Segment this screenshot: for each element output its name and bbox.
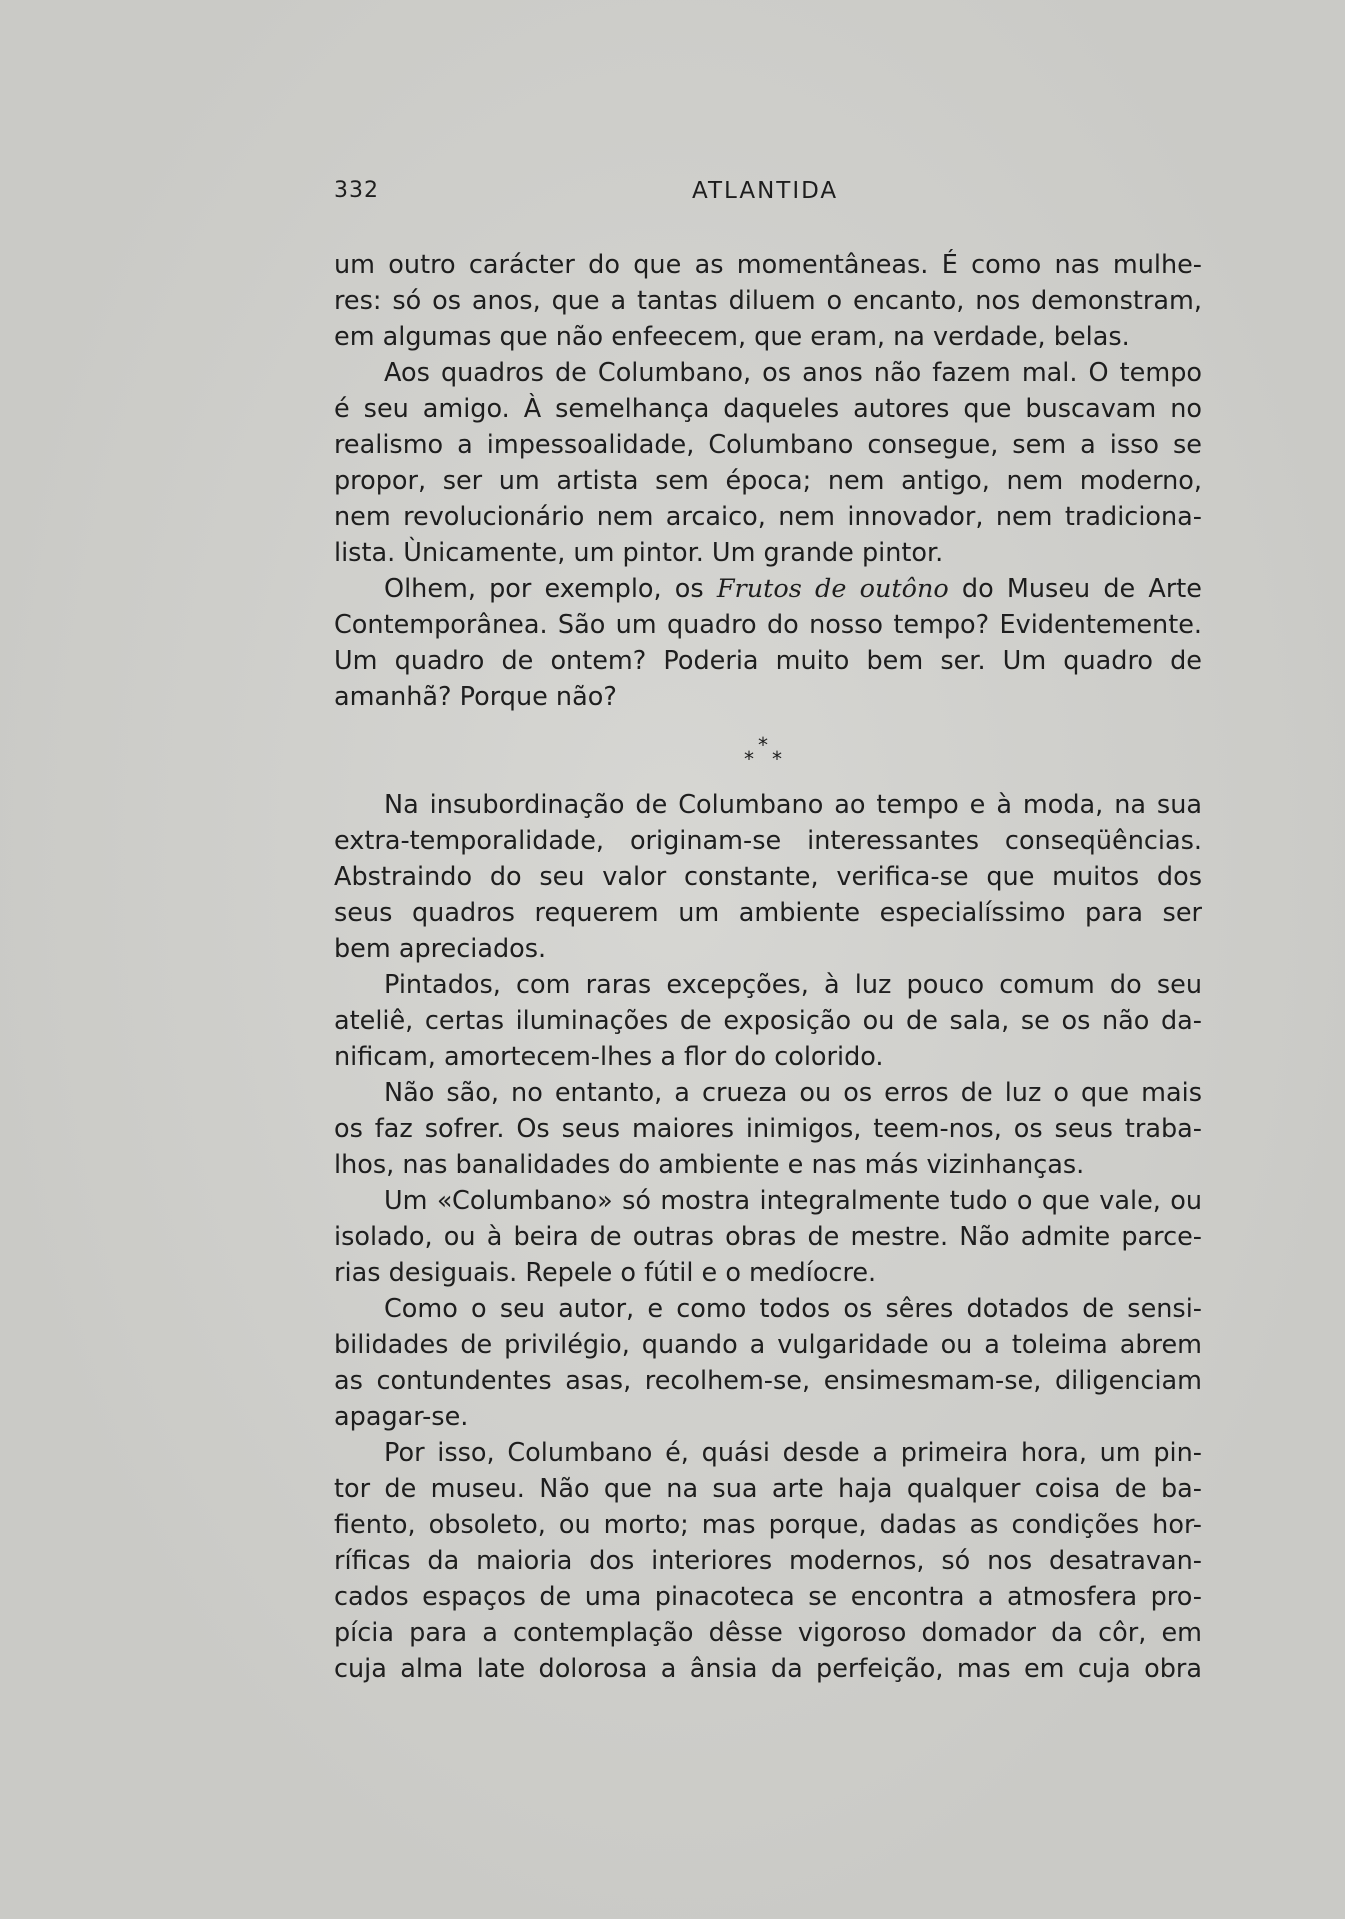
text-line: Um quadro de ontem? Poderia muito bem ser. Um quadro de — [334, 646, 1202, 676]
text-block-first — [334, 247, 1202, 715]
text-line: Um «Columbano» só mostra integralmente tudo o que vale, ou — [384, 1186, 1202, 1216]
artwork-title: Frutos de outôno — [716, 574, 949, 604]
text-line: bem apreciados. — [334, 934, 547, 964]
text-line — [334, 571, 1202, 607]
text-line: nificam, amortecem-lhes a flor do colorido. — [334, 1042, 884, 1072]
text-line: é seu amigo. À semelhança daqueles autores que buscavam no — [334, 394, 1202, 424]
text-line: pícia para a contemplação dêsse vigoroso domador da côr, em — [334, 1618, 1202, 1648]
text-line: as contundentes asas, recolhem-se, ensimesmam-se, diligenciam — [334, 1366, 1202, 1396]
text-line: rias desiguais. Repele o fútil e o medíocre. — [334, 1258, 877, 1288]
running-title: ATLANTIDA — [692, 178, 839, 204]
text-line: propor, ser um artista sem época; nem antigo, nem moderno, — [334, 466, 1202, 496]
text-line: isolado, ou à beira de outras obras de mestre. Não admite parce- — [334, 1222, 1202, 1252]
text-fragment: Olhem, por exemplo, os — [384, 574, 717, 604]
text-block-second — [334, 787, 1202, 1687]
text-line: fiento, obsoleto, ou morto; mas porque, dadas as condições hor- — [334, 1510, 1202, 1540]
text-line: lista. Ùnicamente, um pintor. Um grande pintor. — [334, 538, 944, 568]
text-line: em algumas que não enfeecem, que eram, na verdade, belas. — [334, 322, 1130, 352]
text-line: lhos, nas banalidades do ambiente e nas más vizinhanças. — [334, 1150, 1085, 1180]
text-line: apagar-se. — [334, 1402, 469, 1432]
text-line: Aos quadros de Columbano, os anos não fazem mal. O tempo — [384, 358, 1202, 388]
text-line: Como o seu autor, e como todos os sêres dotados de sensi- — [384, 1294, 1202, 1324]
text-line: Pintados, com raras excepções, à luz pouco comum do seu — [384, 970, 1202, 1000]
text-line: cuja alma late dolorosa a ânsia da perfeição, mas em cuja obra — [334, 1654, 1202, 1684]
text-line: seus quadros requerem um ambiente especialíssimo para ser — [334, 898, 1202, 928]
text-line: realismo a impessoalidade, Columbano consegue, sem a isso se — [334, 430, 1202, 460]
asterism-star: * — [758, 733, 768, 757]
text-line: Na insubordinação de Columbano ao tempo e à moda, na sua — [384, 790, 1202, 820]
text-line: amanhã? Porque não? — [334, 682, 617, 712]
text-line: ríficas da maioria dos interiores modernos, só nos desatravan- — [334, 1546, 1202, 1576]
text-fragment: do Museu de Arte — [948, 574, 1202, 604]
text-line: um outro carácter do que as momentâneas. É como nas mulhe- — [334, 250, 1202, 280]
asterism-star: * — [744, 747, 754, 771]
text-line: os faz sofrer. Os seus maiores inimigos, teem-nos, os seus traba- — [334, 1114, 1202, 1144]
text-line: bilidades de privilégio, quando a vulgaridade ou a toleima abrem — [334, 1330, 1202, 1360]
asterism-star: * — [772, 747, 782, 771]
page-number: 332 — [334, 178, 379, 203]
text-line: cados espaços de uma pinacoteca se encontra a atmosfera pro- — [334, 1582, 1202, 1612]
text-line: nem revolucionário nem arcaico, nem innovador, nem tradiciona- — [334, 502, 1202, 532]
text-line: Não são, no entanto, a crueza ou os erros de luz o que mais — [384, 1078, 1202, 1108]
asterism-separator — [730, 735, 800, 771]
text-line: ateliê, certas iluminações de exposição ou de sala, se os não da- — [334, 1006, 1202, 1036]
text-line: Abstraindo do seu valor constante, verifica-se que muitos dos — [334, 862, 1202, 892]
text-line: tor de museu. Não que na sua arte haja qualquer coisa de ba- — [334, 1474, 1202, 1504]
page-header — [334, 178, 1194, 218]
text-line: Por isso, Columbano é, quási desde a primeira hora, um pin- — [384, 1438, 1202, 1468]
text-line: res: só os anos, que a tantas diluem o encanto, nos demonstram, — [334, 286, 1202, 316]
text-line: extra-temporalidade, originam-se interessantes conseqüências. — [334, 826, 1202, 856]
text-line: Contemporânea. São um quadro do nosso tempo? Evidentemente. — [334, 610, 1202, 640]
